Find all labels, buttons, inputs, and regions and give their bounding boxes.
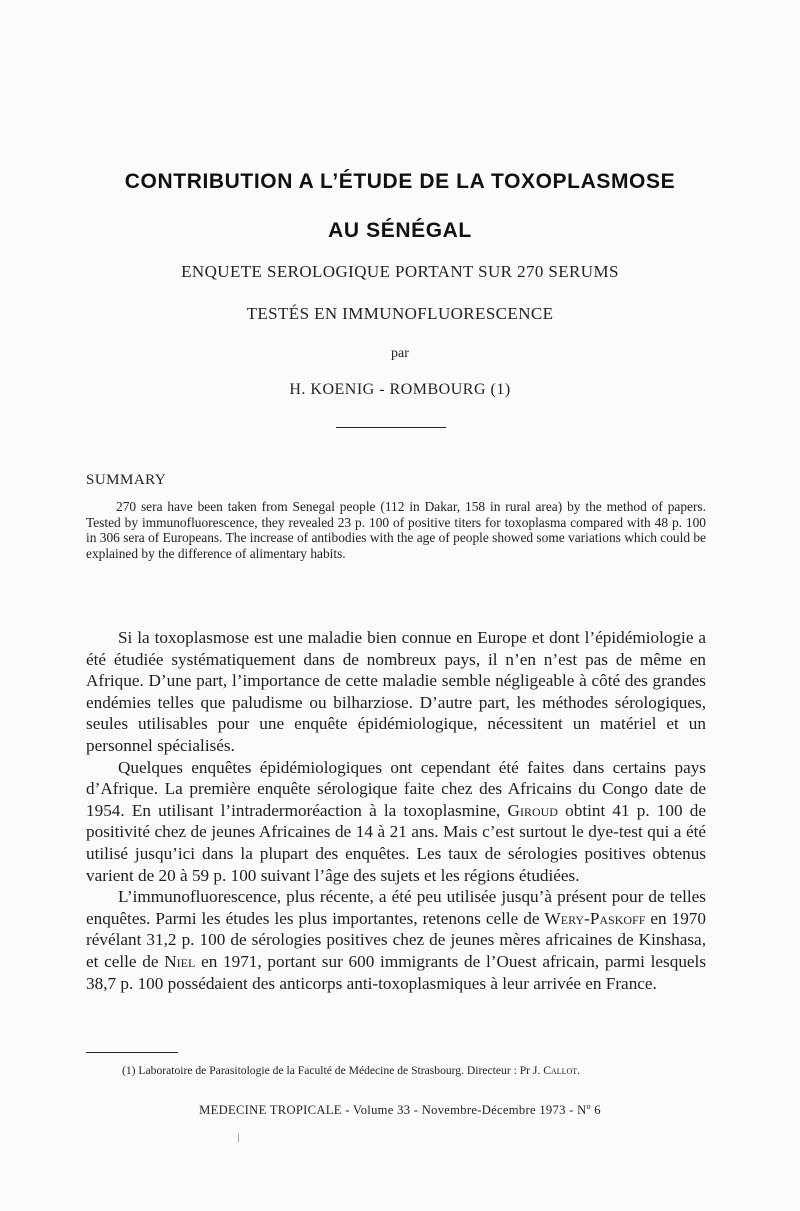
body-paragraph-3-text-b: en 1970 révélant 31,2 p. 100 de sérologies positives chez de jeunes mères africaines de Kinshasa, et celle de: [86, 908, 706, 971]
author-citation-niel: Niel: [164, 951, 196, 971]
footnote: [122, 1064, 722, 1077]
body-paragraph-2-text-a: Quelques enquêtes épidémiologiques ont cependant été faites dans certains pays d’Afrique. La première enquête sérologique faite chez des Africains du Congo date de 1954. En utilisant l’intradermoréaction à la toxoplasmine,: [86, 757, 706, 820]
author-citation-wery-paskoff: Wery-Paskoff: [544, 908, 646, 928]
title-divider: [336, 427, 446, 428]
footnote-text: (1) Laboratoire de Parasitologie de la Faculté de Médecine de Strasbourg. Directeur : Pr J.: [122, 1064, 541, 1077]
body-paragraph-3-text-c: en 1971, portant sur 600 immigrants de l’Ouest africain, parmi lesquels 38,7 p. 100 possédaient des anticorps anti-toxoplasmiques à leur arrivée en France.: [86, 951, 707, 993]
journal-number-sign: o: [586, 1102, 591, 1111]
body-paragraph-2-text-b: obtint 41 p. 100 de positivité chez de jeunes Africaines de 14 à 21 ans. Mais c’est surtout le dye-test qui a été utilisé jusqu’ici dans la plupart des enquêtes. Les taux de sérologies positives obtenus varient de 20 à 59 p. 100 suivant l’âge des sujets et les régions étudiées.: [86, 800, 706, 885]
scan-mark: [237, 1133, 240, 1142]
body-paragraph-1: Si la toxoplasmose est une maladie bien connue en Europe et dont l’épidémiologie a été étudiée systématiquement dans de nombreux pays, il n’en n’est pas de même en Afrique. D’une part, l’importance de cette maladie semble négligeable à côté des grandes endémies telles que paludisme ou bilharziose. D’autre part, les méthodes sérologiques, seules utilisables pour une enquête épidémiologique, nécessitent un matériel et un personnel spécialisés.: [86, 628, 706, 755]
article-title-line-2: AU SÉNÉGAL: [328, 219, 472, 242]
article-subtitle-line-1: ENQUETE SEROLOGIQUE PORTANT SUR 270 SERUMS: [181, 262, 619, 281]
by-line: par: [391, 346, 409, 361]
journal-text: MEDECINE TROPICALE - Volume 33 - Novembre-Décembre 1973 - N: [199, 1103, 587, 1118]
article-body: [86, 627, 706, 994]
article-subtitle-line-2: TESTÉS EN IMMUNOFLUORESCENCE: [246, 304, 554, 323]
article-title-line-1: CONTRIBUTION A L’ÉTUDE DE LA TOXOPLASMOSE: [124, 170, 676, 193]
author-citation-giroud: Giroud: [507, 800, 558, 820]
journal-issue-number: 6: [590, 1103, 601, 1118]
summary-paragraph: 270 sera have been taken from Senegal people (112 in Dakar, 158 in rural area) by the method of papers. Tested by immunofluorescence, they revealed 23 p. 100 of positive titers for toxoplasma compared with 48 p. 100 in 306 sera of Europeans. The increase of antibodies with the age of people showed some variations which could be explained by the difference of alimentary habits.: [86, 499, 707, 561]
summary-heading: SUMMARY: [86, 472, 167, 488]
body-paragraph-3: [86, 886, 706, 994]
footnote-director-name: Callot.: [543, 1064, 581, 1077]
body-paragraph-3-text-a: L’immunofluorescence, plus récente, a été peu utilisée jusqu’à présent pour de telles enquêtes. Parmi les études les plus importantes, retenons celle de: [86, 887, 706, 928]
body-paragraph-2: [86, 757, 706, 887]
footnote-divider: [86, 1052, 178, 1053]
author-name: H. KOENIG - ROMBOURG (1): [289, 381, 511, 398]
journal-reference: [0, 1102, 800, 1118]
